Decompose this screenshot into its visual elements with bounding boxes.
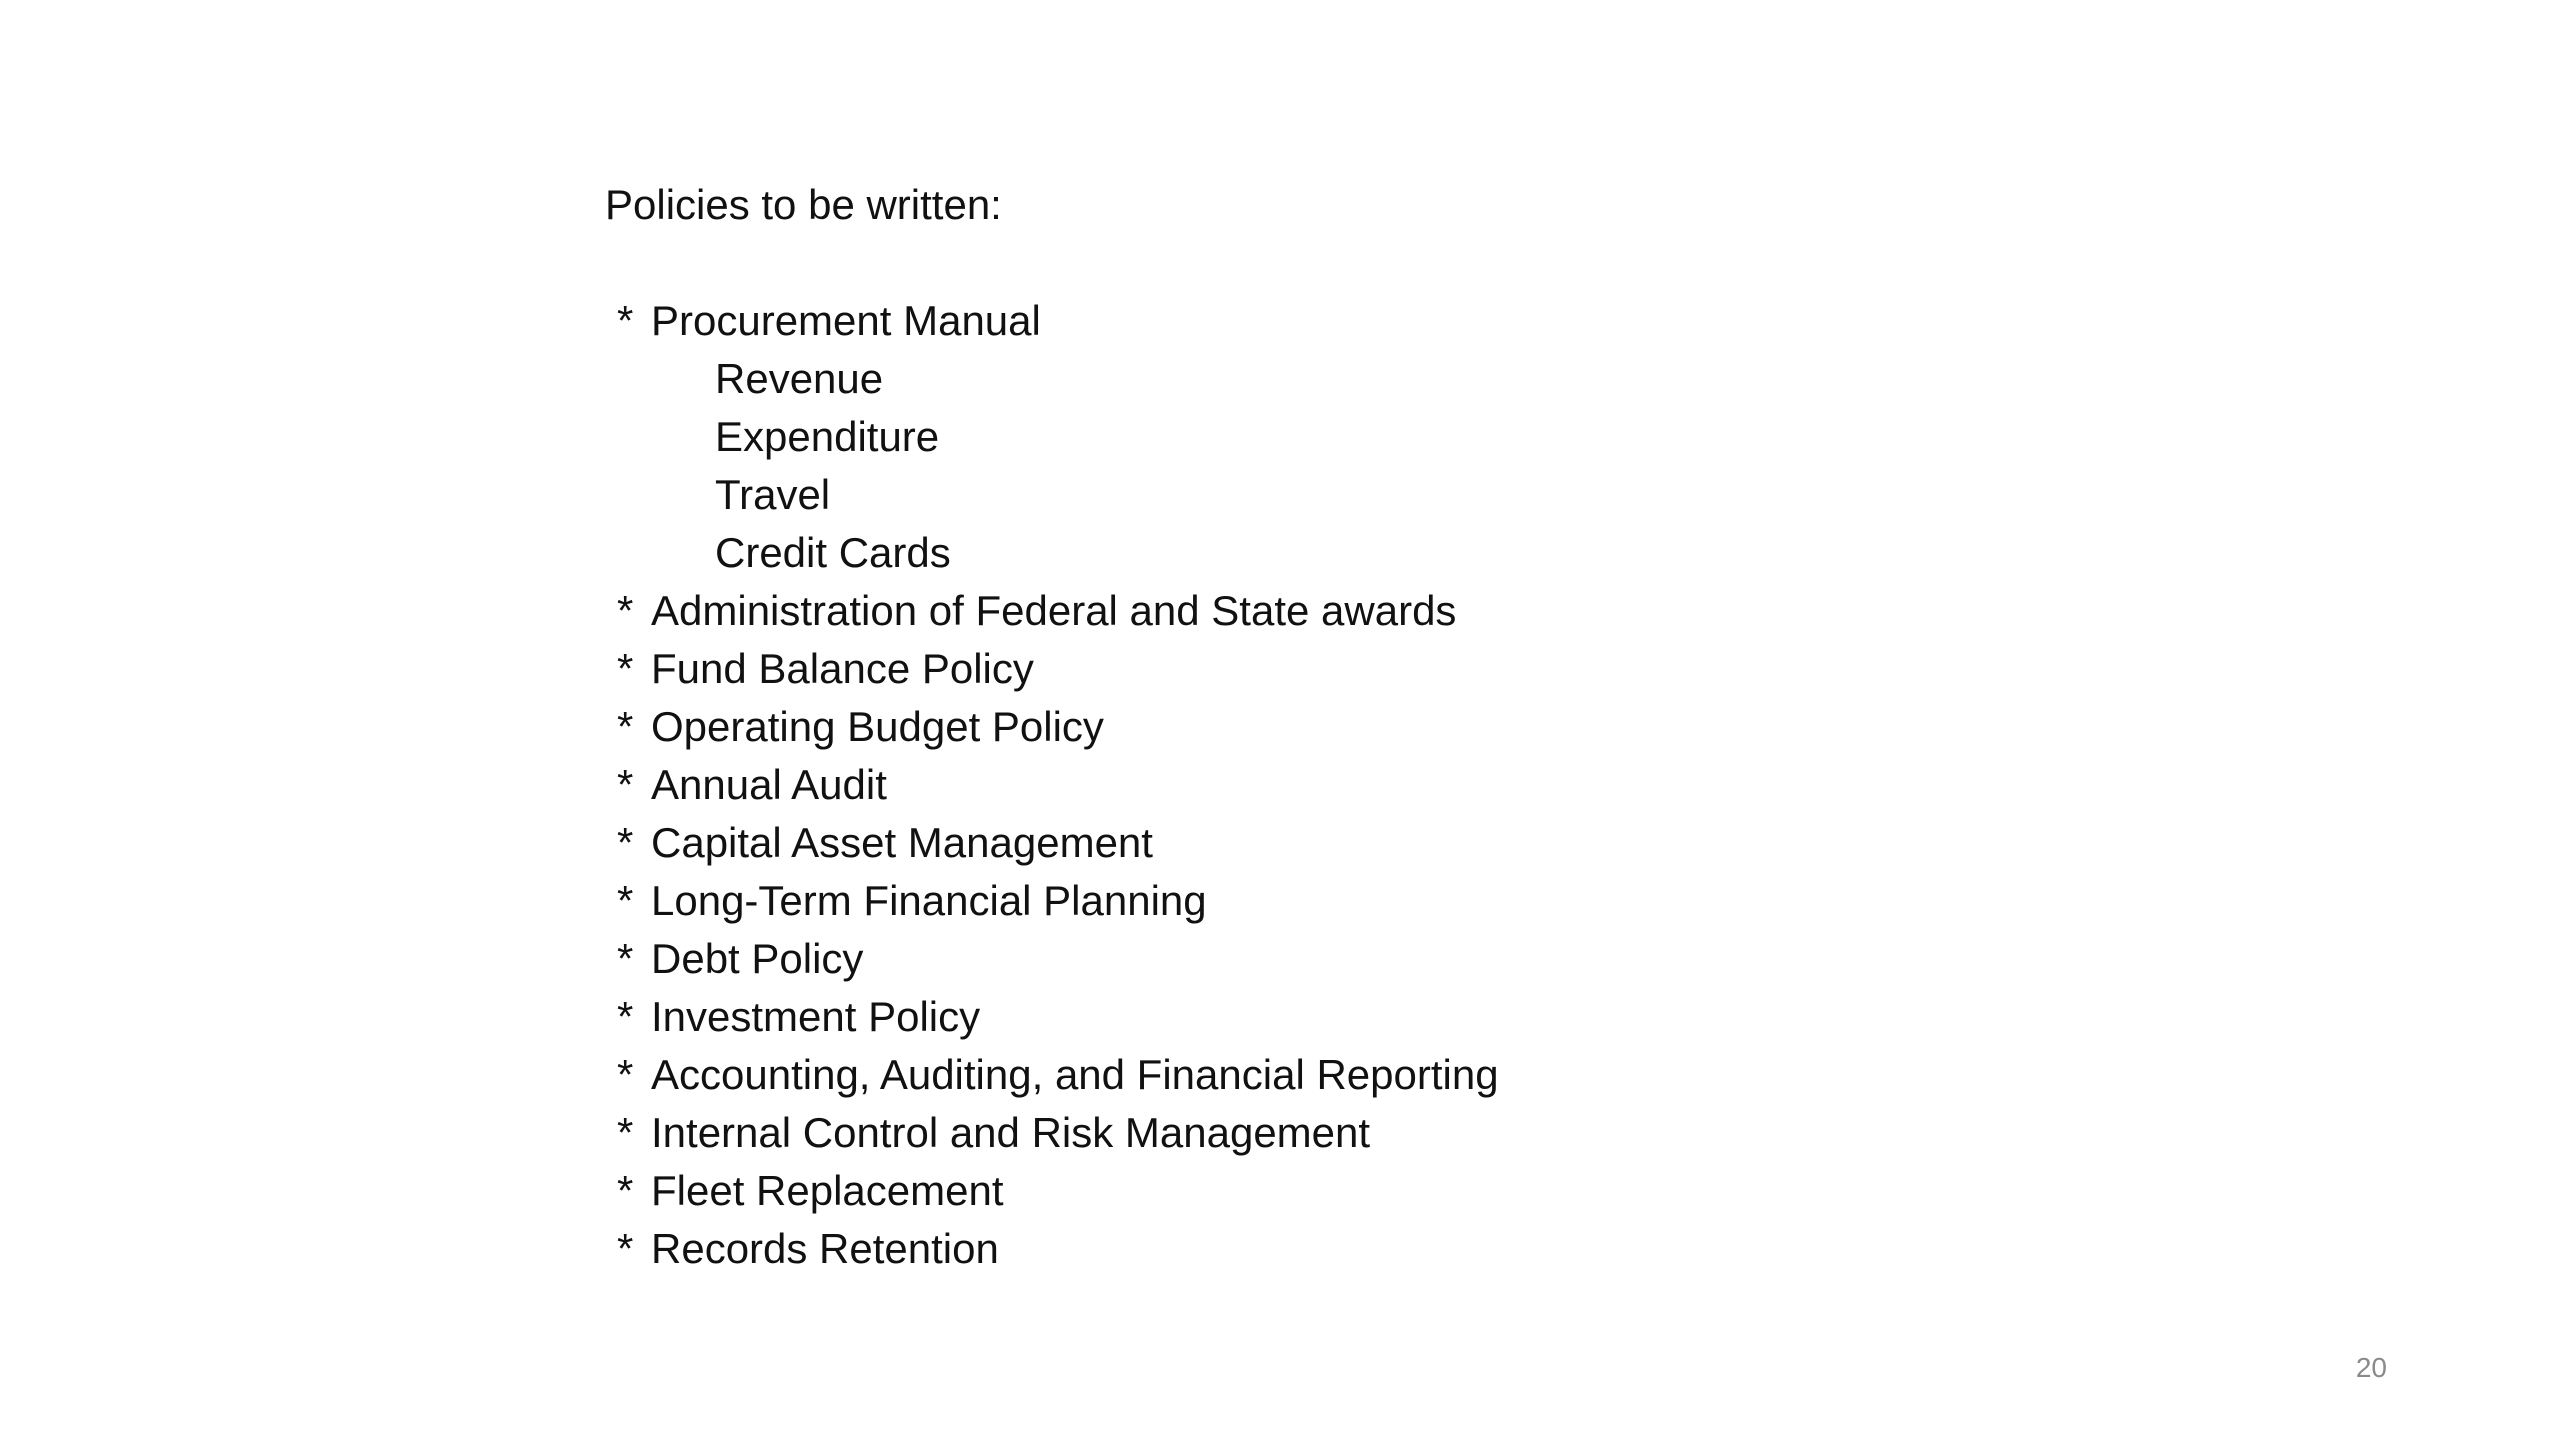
page-number: 20 bbox=[2355, 1352, 2387, 1383]
bullet: * bbox=[617, 819, 634, 866]
list-item bbox=[605, 1162, 1499, 1220]
list-item-label: Investment Policy bbox=[651, 993, 981, 1040]
list-item bbox=[605, 582, 1499, 640]
list-item bbox=[605, 872, 1499, 930]
slide-content bbox=[605, 176, 1499, 1278]
bullet: * bbox=[617, 645, 634, 692]
bullet: * bbox=[617, 1225, 634, 1272]
bullet: * bbox=[617, 1109, 634, 1156]
list-item-label: Administration of Federal and State awards bbox=[651, 587, 1457, 634]
list-item-label: Internal Control and Risk Management bbox=[651, 1109, 1371, 1156]
list-item bbox=[605, 292, 1499, 350]
list-item-label: Debt Policy bbox=[651, 935, 864, 982]
bullet: * bbox=[617, 1051, 634, 1098]
list-item-label: Records Retention bbox=[651, 1225, 999, 1272]
sub-list-item: Expenditure bbox=[715, 413, 940, 460]
bullet: * bbox=[617, 587, 634, 634]
list-item bbox=[605, 988, 1499, 1046]
list-item-label: Operating Budget Policy bbox=[651, 703, 1104, 750]
bullet: * bbox=[617, 761, 634, 808]
list-item bbox=[605, 640, 1499, 698]
slide-heading: Policies to be written: bbox=[605, 181, 1002, 228]
bullet: * bbox=[617, 1167, 634, 1214]
list-item-label: Long-Term Financial Planning bbox=[651, 877, 1207, 924]
list-item-label: Procurement Manual bbox=[651, 297, 1041, 344]
list-item bbox=[605, 1220, 1499, 1278]
list-item-label: Fund Balance Policy bbox=[651, 645, 1034, 692]
list-item bbox=[605, 1046, 1499, 1104]
list-item bbox=[605, 756, 1499, 814]
sub-list-item: Credit Cards bbox=[715, 529, 951, 576]
list-item bbox=[605, 1104, 1499, 1162]
spacer bbox=[605, 234, 1499, 292]
list-item-label: Fleet Replacement bbox=[651, 1167, 1004, 1214]
bullet: * bbox=[617, 703, 634, 750]
list-item-label: Capital Asset Management bbox=[651, 819, 1153, 866]
bullet: * bbox=[617, 935, 634, 982]
policy-list bbox=[605, 292, 1499, 1278]
list-item bbox=[605, 698, 1499, 756]
list-item bbox=[605, 814, 1499, 872]
sub-list-item: Travel bbox=[715, 471, 831, 518]
bullet: * bbox=[617, 297, 634, 344]
bullet: * bbox=[617, 877, 634, 924]
bullet: * bbox=[617, 993, 634, 1040]
list-item-label: Accounting, Auditing, and Financial Reporting bbox=[651, 1051, 1499, 1098]
list-item-label: Annual Audit bbox=[651, 761, 887, 808]
list-item bbox=[605, 930, 1499, 988]
sub-list-item: Revenue bbox=[715, 355, 884, 402]
